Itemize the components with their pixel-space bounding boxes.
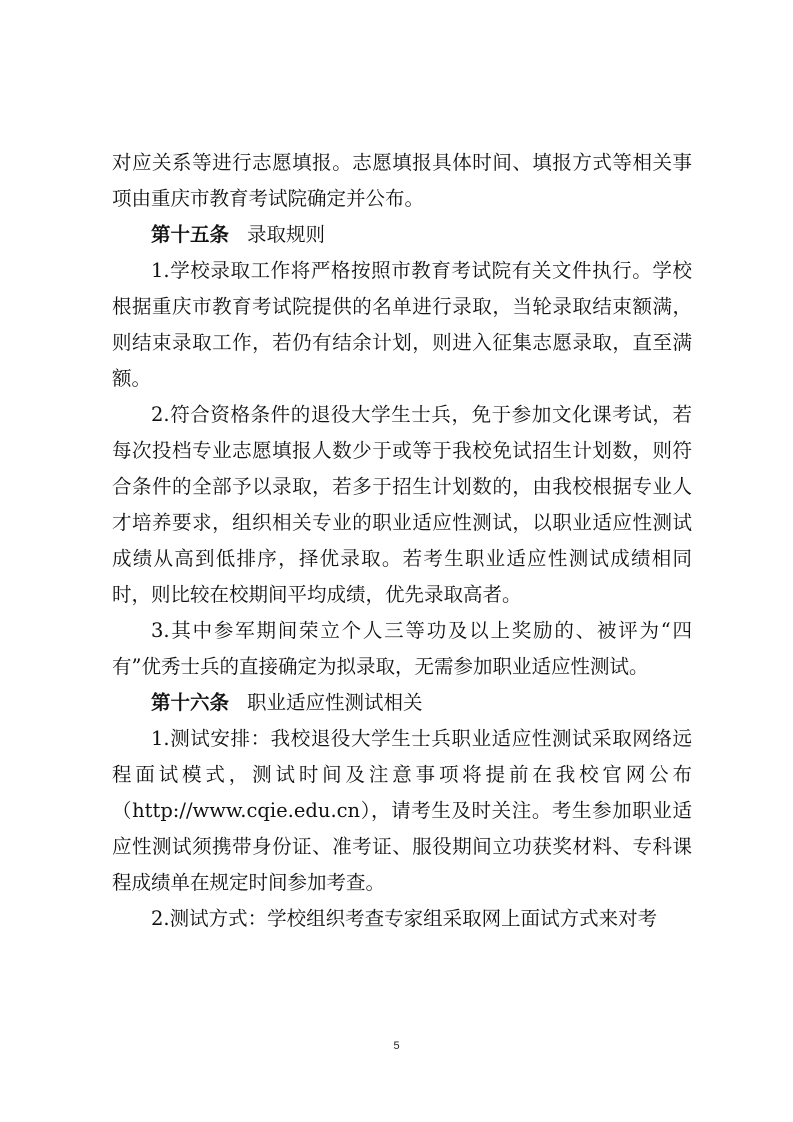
paragraph-test-2: 2.测试方式：学校组织考查专家组采取网上面试方式来对考 bbox=[151, 907, 658, 930]
article-heading-15 bbox=[112, 217, 692, 253]
article-title: 职业适应性测试相关 bbox=[247, 691, 423, 714]
paragraph-admission-1: 1.学校录取工作将严格按照市教育考试院有关文件执行。学校根据重庆市教育考试院提供的名单进行录取，当轮录取结束额满，则结束录取工作，若仍有结余计划，则进入征集志愿录取，直至满额。 bbox=[112, 259, 692, 390]
paragraph-admission-3: 3.其中参军期间荣立个人三等功及以上奖励的、被评为“四有”优秀士兵的直接确定为拟录取，无需参加职业适应性测试。 bbox=[112, 619, 692, 678]
paragraph-test-1: 1.测试安排：我校退役大学生士兵职业适应性测试采取网络远程面试模式，测试时间及注意事项将提前在我校官网公布（http://www.cqie.edu.cn），请考生及时关注。考生参加职业适应性测试须携带身份证、准考证、服役期间立功获奖材料、专科课程成绩单在规定时间参加考查。 bbox=[112, 727, 692, 894]
page-number: 5 bbox=[393, 1040, 400, 1052]
article-title: 录取规则 bbox=[247, 223, 326, 246]
article-number: 第十五条 bbox=[151, 223, 230, 246]
paragraph-continuation: 对应关系等进行志愿填报。志愿填报具体时间、填报方式等相关事项由重庆市教育考试院确定并公布。 bbox=[112, 151, 692, 210]
paragraph-admission-2: 2.符合资格条件的退役大学生士兵，免于参加文化课考试，若每次投档专业志愿填报人数少于或等于我校免试招生计划数，则符合条件的全部予以录取，若多于招生计划数的，由我校根据专业人才培养要求，组织相关专业的职业适应性测试，以职业适应性测试成绩从高到低排序，择优录取。若考生职业适应性测试成绩相同时，则比较在校期间平均成绩，优先录取高者。 bbox=[112, 403, 692, 606]
article-number: 第十六条 bbox=[151, 691, 230, 714]
document-body bbox=[112, 145, 692, 937]
article-heading-16 bbox=[112, 685, 692, 721]
